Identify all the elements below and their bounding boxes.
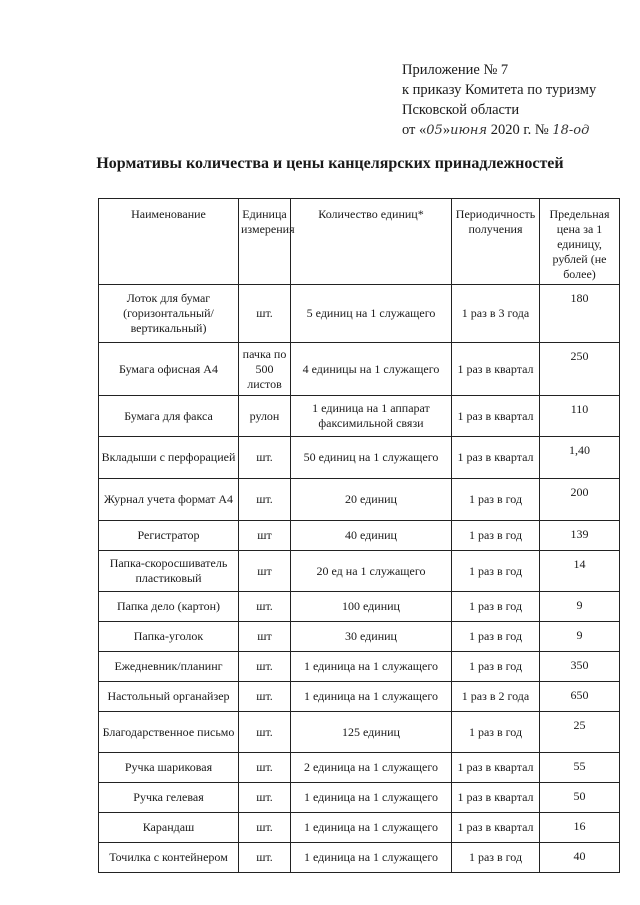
date-prefix: от « <box>402 122 427 138</box>
cell-quantity: 1 единица на 1 служащего <box>291 652 452 682</box>
table-row <box>99 783 620 813</box>
cell-period: 1 раз в квартал <box>452 753 540 783</box>
cell-name: Карандаш <box>99 813 239 843</box>
cell-price: 650 <box>540 682 620 712</box>
cell-unit: шт <box>239 521 291 551</box>
cell-period: 1 раз в год <box>452 652 540 682</box>
cell-quantity: 125 единиц <box>291 712 452 753</box>
cell-period: 1 раз в год <box>452 622 540 652</box>
table-row <box>99 712 620 753</box>
cell-name: Ручка шариковая <box>99 753 239 783</box>
table-row <box>99 437 620 479</box>
cell-unit: шт. <box>239 753 291 783</box>
cell-period: 1 раз в квартал <box>452 813 540 843</box>
cell-period: 1 раз в год <box>452 592 540 622</box>
cell-period: 1 раз в год <box>452 479 540 521</box>
cell-name: Точилка с контейнером <box>99 843 239 873</box>
cell-period: 1 раз в 3 года <box>452 285 540 343</box>
cell-unit: шт. <box>239 285 291 343</box>
cell-quantity: 1 единица на 1 служащего <box>291 682 452 712</box>
table-row <box>99 652 620 682</box>
cell-unit: пачка по 500 листов <box>239 343 291 396</box>
date-mid: » <box>442 122 451 138</box>
cell-period: 1 раз в квартал <box>452 783 540 813</box>
cell-name: Благодарственное письмо <box>99 712 239 753</box>
table-row <box>99 551 620 592</box>
table-row <box>99 521 620 551</box>
column-header-name: Наименование <box>99 199 239 285</box>
cell-unit: шт. <box>239 652 291 682</box>
cell-period: 1 раз в год <box>452 521 540 551</box>
cell-name: Настольный органайзер <box>99 682 239 712</box>
table-row <box>99 753 620 783</box>
column-header-quantity: Количество единиц* <box>291 199 452 285</box>
cell-price: 350 <box>540 652 620 682</box>
cell-price: 14 <box>540 551 620 592</box>
table-row <box>99 285 620 343</box>
table-row <box>99 396 620 437</box>
column-header-price: Предельная цена за 1 единицу, рублей (не более) <box>540 199 620 285</box>
cell-quantity: 40 единиц <box>291 521 452 551</box>
cell-name: Ручка гелевая <box>99 783 239 813</box>
table-row <box>99 592 620 622</box>
table-row <box>99 622 620 652</box>
cell-period: 1 раз в год <box>452 551 540 592</box>
cell-price: 50 <box>540 783 620 813</box>
table-row <box>99 343 620 396</box>
cell-quantity: 1 единица на 1 служащего <box>291 843 452 873</box>
cell-name: Вкладыши с перфорацией <box>99 437 239 479</box>
table-row <box>99 682 620 712</box>
cell-name: Папка-скоросшиватель пластиковый <box>99 551 239 592</box>
table-row <box>99 479 620 521</box>
cell-name: Папка дело (картон) <box>99 592 239 622</box>
region-name: Псковской области <box>402 102 520 118</box>
norms-table <box>98 198 620 873</box>
cell-unit: шт. <box>239 592 291 622</box>
cell-unit: шт. <box>239 437 291 479</box>
cell-price: 9 <box>540 592 620 622</box>
cell-price: 139 <box>540 521 620 551</box>
cell-unit: шт. <box>239 843 291 873</box>
cell-price: 180 <box>540 285 620 343</box>
cell-quantity: 1 единица на 1 аппарат факсимильной связи <box>291 396 452 437</box>
cell-name: Папка-уголок <box>99 622 239 652</box>
cell-quantity: 20 единиц <box>291 479 452 521</box>
cell-unit: шт. <box>239 712 291 753</box>
cell-quantity: 1 единица на 1 служащего <box>291 783 452 813</box>
handwritten-order-number: 18-од <box>552 123 590 138</box>
cell-unit: шт <box>239 622 291 652</box>
cell-price: 25 <box>540 712 620 753</box>
cell-period: 1 раз в квартал <box>452 396 540 437</box>
cell-name: Ежедневник/планинг <box>99 652 239 682</box>
cell-quantity: 100 единиц <box>291 592 452 622</box>
cell-quantity: 2 единица на 1 служащего <box>291 753 452 783</box>
table-row <box>99 843 620 873</box>
handwritten-month: июня <box>450 123 488 138</box>
handwritten-day: 05 <box>426 123 443 138</box>
cell-period: 1 раз в 2 года <box>452 682 540 712</box>
document-title: Нормативы количества и цены канцелярских принадлежностей <box>96 155 564 172</box>
document-header <box>402 60 632 141</box>
order-date-line <box>402 120 632 141</box>
cell-price: 40 <box>540 843 620 873</box>
cell-quantity: 1 единица на 1 служащего <box>291 813 452 843</box>
cell-unit: шт. <box>239 783 291 813</box>
cell-unit: шт <box>239 551 291 592</box>
cell-name: Регистратор <box>99 521 239 551</box>
order-reference: к приказу Комитета по туризму <box>402 82 597 98</box>
cell-unit: шт. <box>239 479 291 521</box>
table-body <box>99 285 620 873</box>
table-header-row <box>99 199 620 285</box>
cell-price: 55 <box>540 753 620 783</box>
cell-quantity: 50 единиц на 1 служащего <box>291 437 452 479</box>
cell-name: Бумага для факса <box>99 396 239 437</box>
cell-unit: шт. <box>239 682 291 712</box>
cell-unit: рулон <box>239 396 291 437</box>
date-year: 2020 г. № <box>487 122 553 138</box>
cell-price: 250 <box>540 343 620 396</box>
cell-price: 16 <box>540 813 620 843</box>
table-row <box>99 813 620 843</box>
cell-period: 1 раз в год <box>452 843 540 873</box>
cell-period: 1 раз в квартал <box>452 437 540 479</box>
cell-quantity: 20 ед на 1 служащего <box>291 551 452 592</box>
cell-price: 9 <box>540 622 620 652</box>
cell-period: 1 раз в квартал <box>452 343 540 396</box>
cell-name: Журнал учета формат А4 <box>99 479 239 521</box>
cell-unit: шт. <box>239 813 291 843</box>
column-header-period: Периодичность получения <box>452 199 540 285</box>
cell-period: 1 раз в год <box>452 712 540 753</box>
column-header-unit: Единица измерения <box>239 199 291 285</box>
cell-quantity: 30 единиц <box>291 622 452 652</box>
cell-name: Лоток для бумаг (горизонтальный/ вертикальный) <box>99 285 239 343</box>
cell-quantity: 5 единиц на 1 служащего <box>291 285 452 343</box>
appendix-number: Приложение № 7 <box>402 62 509 78</box>
cell-name: Бумага офисная А4 <box>99 343 239 396</box>
cell-quantity: 4 единицы на 1 служащего <box>291 343 452 396</box>
cell-price: 200 <box>540 479 620 521</box>
cell-price: 1,40 <box>540 437 620 479</box>
cell-price: 110 <box>540 396 620 437</box>
